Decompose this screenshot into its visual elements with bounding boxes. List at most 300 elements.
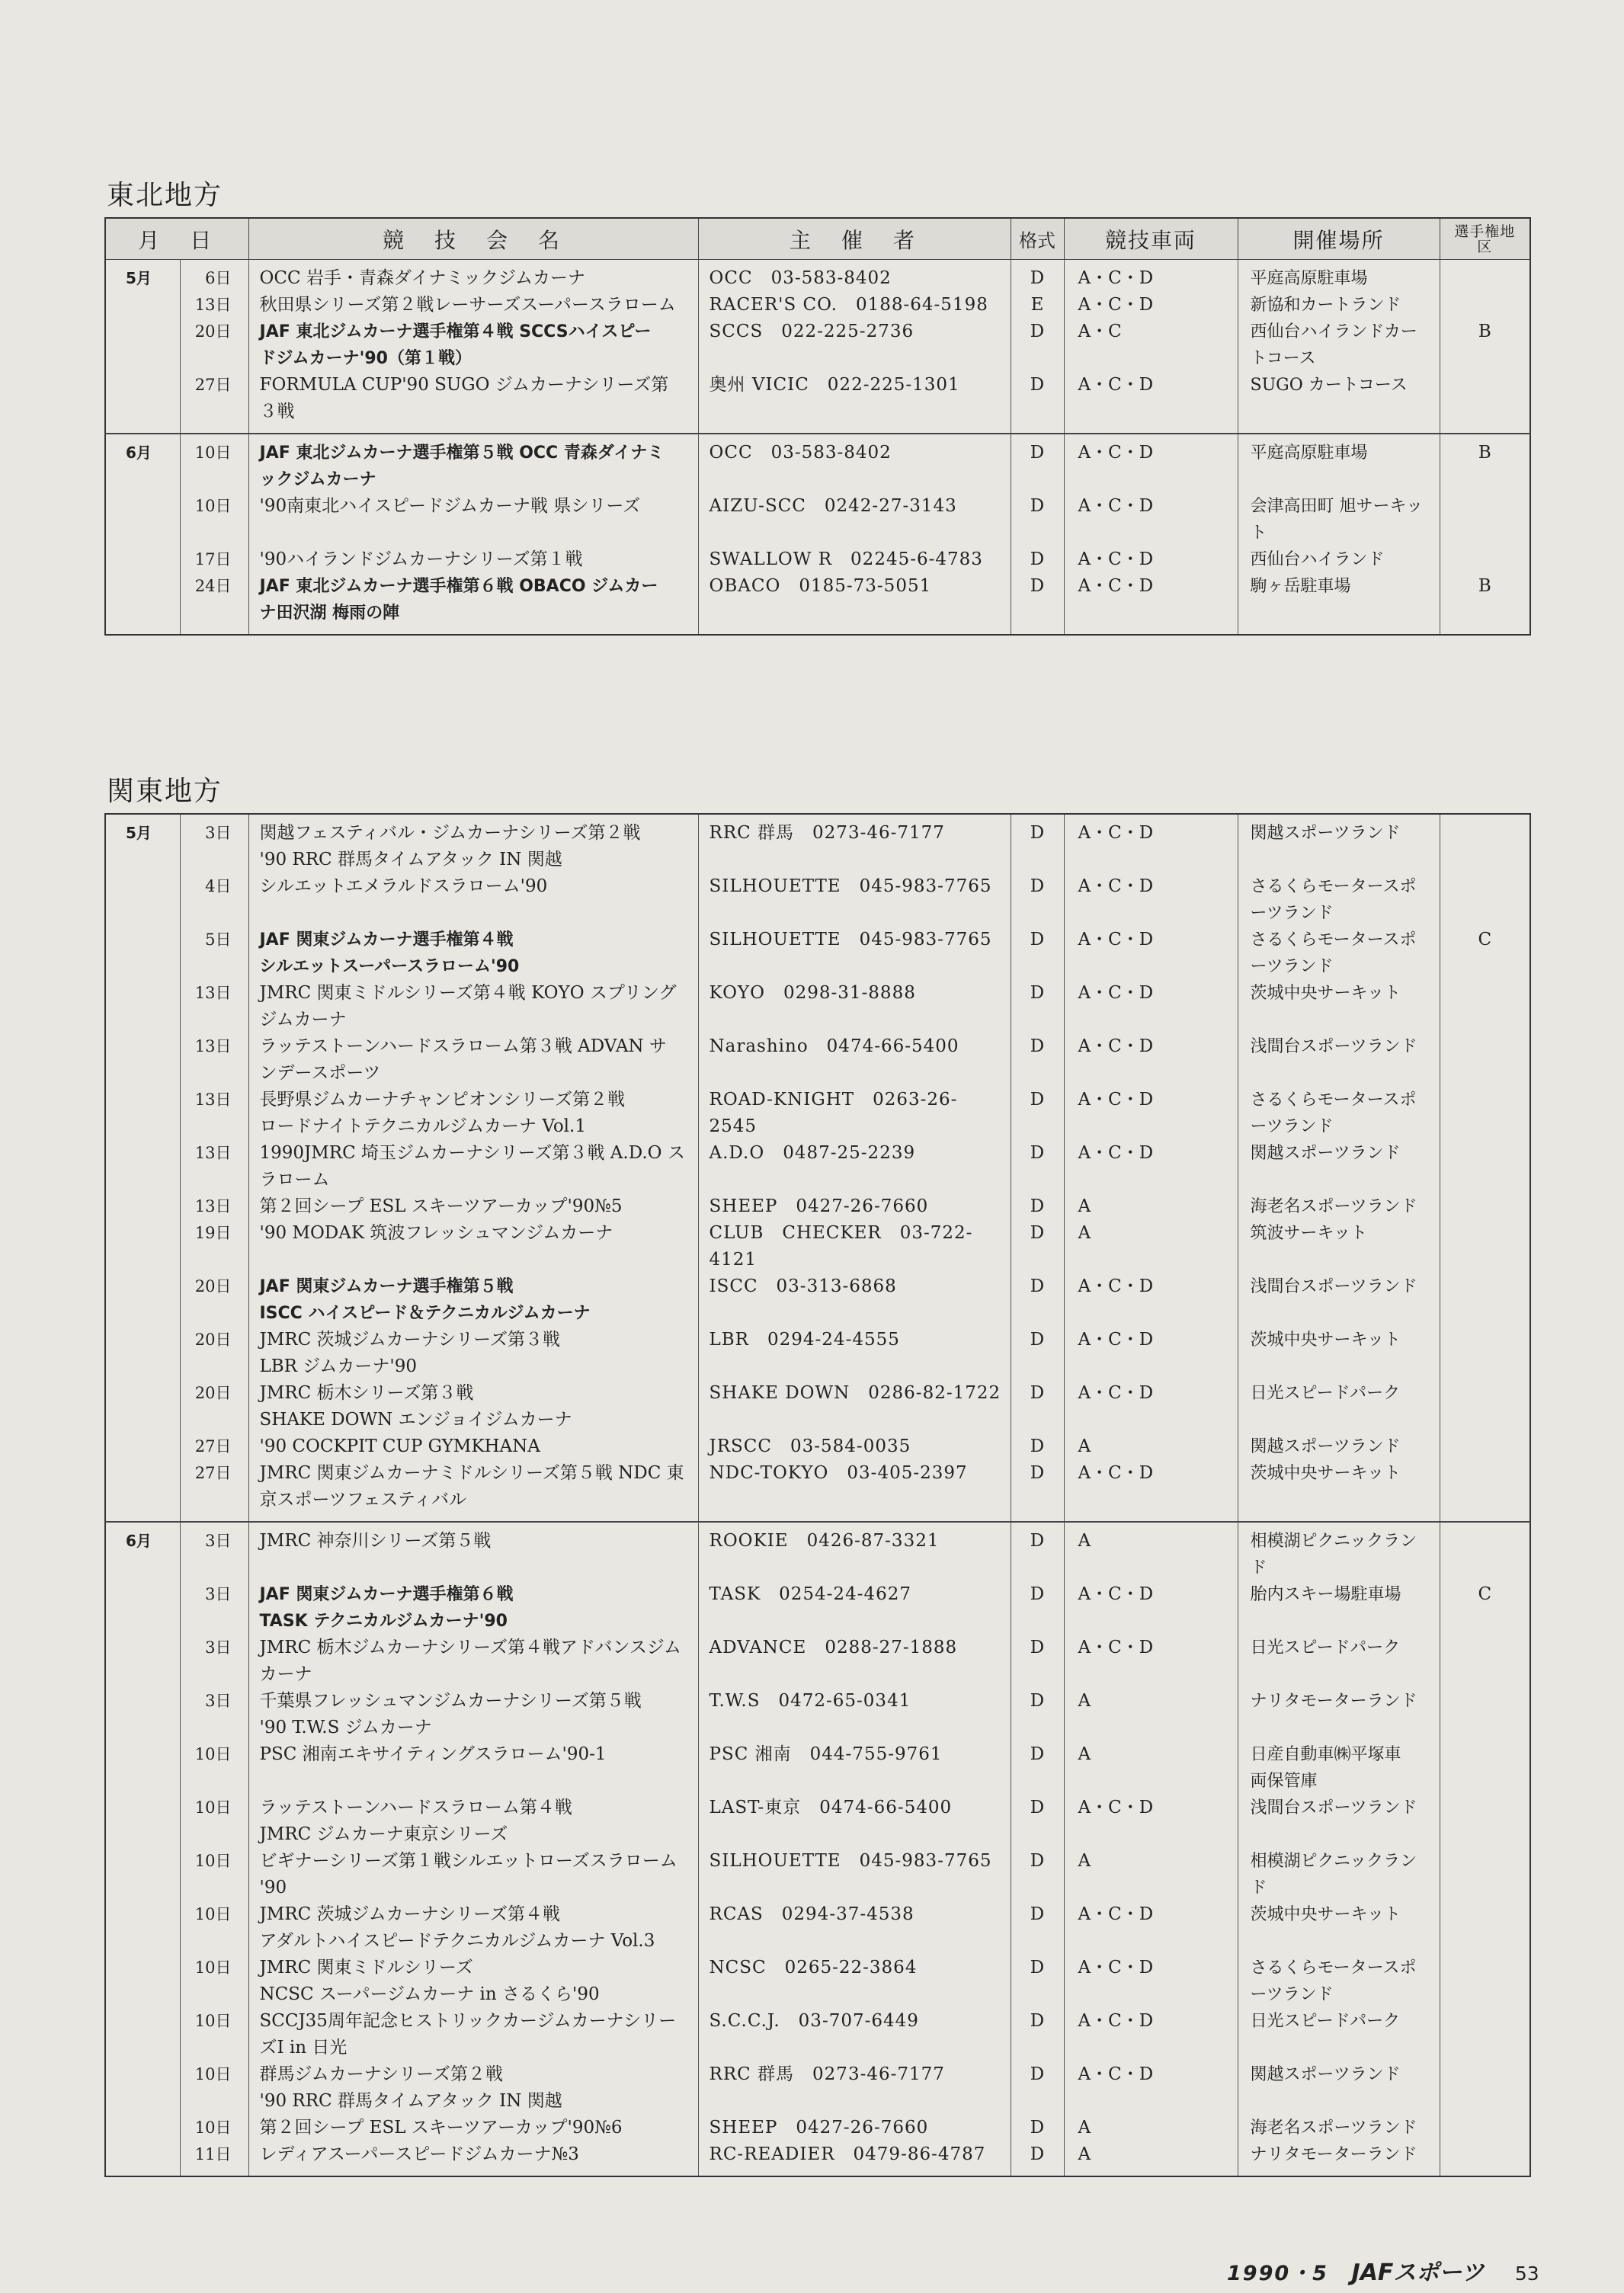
cars-cell (1064, 319, 1238, 372)
organizer-cell (698, 1033, 1011, 1087)
region-cell (1440, 1087, 1530, 1140)
event-name-cell-line: ズⅠ in 日光 (259, 2038, 348, 2058)
event-name-cell-line: JAF 関東ジムカーナ選手権第６戦 (259, 1585, 514, 1604)
organizer-cell-line: T.W.S 0472-65-0341 (709, 1691, 911, 1711)
table-row (105, 1327, 1530, 1380)
day-cell (180, 1433, 248, 1460)
day-cell-text: 27日 (194, 1437, 232, 1456)
day-cell (180, 2008, 248, 2061)
format-cell (1011, 1460, 1064, 1522)
event-name-cell (248, 1433, 698, 1460)
venue-cell-line: 茨城中央サーキット (1250, 1905, 1401, 1924)
organizer-cell-line: SWALLOW R 02245-6-4783 (709, 549, 983, 569)
organizer-cell-line: 4121 (709, 1250, 758, 1270)
organizer-cell-line: ROOKIE 0426-87-3321 (709, 1531, 940, 1551)
table-row (105, 1581, 1530, 1635)
event-name-cell (248, 1327, 698, 1380)
venue-cell-line: 関越スポーツランド (1250, 1437, 1401, 1456)
region-cell-text: B (1478, 576, 1491, 596)
day-cell (180, 2061, 248, 2115)
cars-cell-text: A・C・D (1078, 1638, 1154, 1657)
month-cell (105, 1522, 180, 1581)
cars-cell-text: A (1078, 2144, 1091, 2164)
day-cell-text: 11日 (194, 2145, 232, 2163)
region-cell (1440, 1955, 1530, 2008)
organizer-cell-line: RC-READIER 0479-86-4787 (709, 2144, 986, 2164)
venue-cell (1238, 573, 1440, 635)
cars-cell (1064, 873, 1238, 927)
event-name-cell-line: ラローム (259, 1170, 330, 1190)
day-cell-text: 13日 (194, 296, 232, 314)
table-row (105, 1955, 1530, 2008)
day-cell (180, 980, 248, 1033)
venue-cell-line: 日光スピードパーク (1250, 1638, 1401, 1657)
month-cell (105, 1433, 180, 1460)
organizer-cell-line: SILHOUETTE 045-983-7765 (709, 930, 992, 950)
month-cell (105, 1327, 180, 1380)
venue-cell-line: 茨城中央サーキット (1250, 1331, 1401, 1350)
venue-cell (1238, 814, 1440, 873)
event-name-cell (248, 814, 698, 873)
organizer-cell-line: OBACO 0185-73-5051 (709, 576, 932, 596)
organizer-cell-line: Narashino 0474-66-5400 (709, 1036, 959, 1056)
venue-cell-line: 浅間台スポーツランド (1250, 1277, 1417, 1296)
organizer-cell (698, 1955, 1011, 2008)
event-name-cell-line: '90 RRC 群馬タイムアタック IN 関越 (259, 2091, 562, 2111)
table-row (105, 1741, 1530, 1795)
format-cell-text: E (1030, 295, 1044, 315)
organizer-cell (698, 372, 1011, 434)
cars-cell (1064, 980, 1238, 1033)
table-row (105, 1273, 1530, 1327)
event-name-cell (248, 493, 698, 546)
event-name-cell-line: ３戦 (259, 402, 295, 421)
format-cell (1011, 1635, 1064, 1688)
month-cell (105, 1795, 180, 1848)
month-group (105, 260, 1530, 434)
day-cell-text: 27日 (194, 376, 232, 394)
region-cell (1440, 1741, 1530, 1795)
table-row (105, 260, 1530, 293)
day-cell (180, 1033, 248, 1087)
day-cell (180, 1795, 248, 1848)
event-name-cell-line: 京スポーツフェスティバル (259, 1490, 467, 1510)
format-cell (1011, 2061, 1064, 2115)
day-cell (180, 292, 248, 319)
event-name-cell-line: NCSC スーパージムカーナ in さるくら'90 (259, 1984, 600, 2004)
day-cell-text: 6日 (205, 269, 232, 287)
format-cell-text: D (1030, 1744, 1045, 1764)
cars-cell (1064, 1795, 1238, 1848)
format-cell-text: D (1030, 1798, 1045, 1817)
month-label: 6月 (126, 444, 152, 462)
organizer-cell (698, 927, 1011, 980)
venue-cell-line: 平庭高原駐車場 (1250, 269, 1368, 288)
cars-cell-text: A・C・D (1078, 576, 1154, 596)
event-name-cell-line: カーナ (259, 1664, 312, 1684)
region-cell (1440, 2115, 1530, 2141)
month-cell (105, 2061, 180, 2115)
day-cell-text: 10日 (194, 2012, 232, 2030)
month-cell (105, 372, 180, 434)
cars-cell (1064, 546, 1238, 573)
venue-cell-line: 駒ヶ岳駐車場 (1250, 577, 1351, 596)
day-cell (180, 546, 248, 573)
event-name-cell-line: ラッテストーンハードスラローム第３戦 ADVAN サ (259, 1036, 667, 1056)
event-name-cell-line: 秋田県シリーズ第２戦レーサーズスーパースラローム (259, 295, 676, 315)
format-cell-text: D (1030, 1383, 1045, 1403)
cars-cell (1064, 1273, 1238, 1327)
organizer-cell-line: SHEEP 0427-26-7660 (709, 2118, 929, 2138)
month-cell (105, 434, 180, 493)
venue-cell (1238, 1635, 1440, 1688)
format-cell (1011, 1795, 1064, 1848)
organizer-cell (698, 1193, 1011, 1220)
region-cell-text: B (1478, 443, 1491, 463)
venue-cell (1238, 1327, 1440, 1380)
cars-cell (1064, 1380, 1238, 1433)
cars-cell-text: A (1078, 2118, 1091, 2138)
event-name-cell-line: ビギナーシリーズ第１戦シルエットローズスラローム (259, 1851, 677, 1871)
event-name-cell-line: 群馬ジムカーナシリーズ第２戦 (259, 2064, 503, 2084)
venue-cell-line: 日産自動車㈱平塚車 (1250, 1745, 1401, 1764)
event-name-cell-line: ロードナイトテクニカルジムカーナ Vol.1 (259, 1116, 586, 1136)
cars-cell-text: A・C・D (1078, 1330, 1154, 1350)
organizer-cell (698, 814, 1011, 873)
region-cell (1440, 1433, 1530, 1460)
cars-cell (1064, 2061, 1238, 2115)
event-name-cell-line: JAF 関東ジムカーナ選手権第４戦 (259, 930, 514, 950)
region-cell (1440, 2061, 1530, 2115)
event-name-cell-line: PSC 湘南エキサイティングスラローム'90-1 (259, 1744, 607, 1764)
format-cell (1011, 546, 1064, 573)
venue-cell (1238, 2115, 1440, 2141)
region-cell (1440, 927, 1530, 980)
table-row (105, 2141, 1530, 2176)
day-cell-text: 10日 (194, 1905, 232, 1923)
format-cell (1011, 927, 1064, 980)
month-cell (105, 927, 180, 980)
organizer-cell (698, 1688, 1011, 1741)
region-cell-text: C (1478, 930, 1492, 950)
venue-cell-line: ド (1250, 1558, 1267, 1577)
organizer-cell-line: SHAKE DOWN 0286-82-1722 (709, 1383, 1001, 1403)
venue-cell-line: 茨城中央サーキット (1250, 1464, 1401, 1483)
event-name-cell (248, 1087, 698, 1140)
day-cell-text: 3日 (205, 824, 232, 842)
format-cell-text: D (1030, 983, 1045, 1003)
section-title-tohoku: 東北地方 (107, 180, 223, 211)
event-name-cell-line: 1990JMRC 埼玉ジムカーナシリーズ第３戦 A.D.O ス (259, 1143, 685, 1163)
event-name-cell-line: 第２回シープ ESL スキーツアーカップ'90№6 (259, 2118, 623, 2138)
format-cell-text: D (1030, 322, 1045, 341)
venue-cell-line: さるくらモータースポ (1250, 930, 1417, 950)
event-name-cell (248, 573, 698, 635)
day-cell (180, 1901, 248, 1955)
table-row (105, 493, 1530, 546)
event-name-cell (248, 2061, 698, 2115)
event-name-cell-line: 千葉県フレッシュマンジムカーナシリーズ第５戦 (259, 1691, 642, 1711)
venue-cell (1238, 1795, 1440, 1848)
cars-cell (1064, 1955, 1238, 2008)
region-cell (1440, 980, 1530, 1033)
region-cell (1440, 493, 1530, 546)
venue-cell (1238, 1220, 1440, 1273)
header-format: 格式 (1011, 218, 1064, 260)
event-name-cell-line: OCC 岩手・青森ダイナミックジムカーナ (259, 268, 586, 288)
event-name-cell-line: シルエットスーパースラローム'90 (259, 957, 520, 976)
header-date: 月 日 (105, 218, 248, 260)
footer-magazine: JAFスポーツ (1351, 2259, 1485, 2286)
month-cell (105, 1581, 180, 1635)
region-cell (1440, 1522, 1530, 1581)
format-cell (1011, 1901, 1064, 1955)
venue-cell-line: 会津高田町 旭サーキッ (1250, 497, 1424, 516)
organizer-cell (698, 1327, 1011, 1380)
table-row (105, 1635, 1530, 1688)
organizer-cell (698, 493, 1011, 546)
day-cell (180, 1635, 248, 1688)
format-cell-text: D (1030, 1463, 1045, 1483)
format-cell-text: D (1030, 876, 1045, 896)
event-name-cell-line: '90南東北ハイスピードジムカーナ戦 県シリーズ (259, 496, 641, 516)
day-cell-text: 13日 (194, 1144, 232, 1162)
day-cell (180, 1955, 248, 2008)
venue-cell-line: 関越スポーツランド (1250, 824, 1401, 843)
event-name-cell (248, 1795, 698, 1848)
organizer-cell-line: AIZU-SCC 0242-27-3143 (709, 496, 957, 516)
cars-cell (1064, 1087, 1238, 1140)
organizer-cell (698, 1848, 1011, 1901)
venue-cell (1238, 2141, 1440, 2176)
event-name-cell-line: JMRC 関東ジムカーナミドルシリーズ第５戦 NDC 東 (259, 1463, 684, 1483)
header-region (1440, 218, 1530, 260)
cars-cell-text: A・C・D (1078, 549, 1154, 569)
table-row (105, 2008, 1530, 2061)
format-cell (1011, 1688, 1064, 1741)
day-cell (180, 927, 248, 980)
month-cell (105, 1460, 180, 1522)
day-cell-text: 24日 (194, 577, 232, 595)
month-cell (105, 1635, 180, 1688)
venue-cell-line: ナリタモーターランド (1250, 1692, 1417, 1711)
format-cell-text: D (1030, 549, 1045, 569)
event-name-cell-line: '90 RRC 群馬タイムアタック IN 関越 (259, 850, 562, 869)
organizer-cell-line: RRC 群馬 0273-46-7177 (709, 823, 945, 843)
format-cell (1011, 1327, 1064, 1380)
organizer-cell (698, 1741, 1011, 1795)
event-name-cell-line: SCCJ35周年記念ヒストリックカージムカーナシリー (259, 2011, 677, 2031)
format-cell-text: D (1030, 1223, 1045, 1243)
event-name-cell (248, 1688, 698, 1741)
day-cell (180, 1193, 248, 1220)
cars-cell-text: A・C・D (1078, 876, 1154, 896)
venue-cell-line: 日光スピードパーク (1250, 2012, 1401, 2031)
day-cell (180, 493, 248, 546)
cars-cell-text: A (1078, 1531, 1091, 1551)
venue-cell-line: ド (1250, 1878, 1267, 1897)
event-name-cell (248, 292, 698, 319)
month-cell (105, 873, 180, 927)
event-name-cell (248, 1955, 698, 2008)
cars-cell-text: A・C・D (1078, 1798, 1154, 1817)
month-cell (105, 1220, 180, 1273)
region-cell (1440, 1635, 1530, 1688)
venue-cell (1238, 1688, 1440, 1741)
event-name-cell (248, 434, 698, 493)
day-cell (180, 1140, 248, 1193)
event-name-cell (248, 1380, 698, 1433)
cars-cell-text: A・C・D (1078, 268, 1154, 288)
cars-cell-text: A (1078, 1223, 1091, 1243)
format-cell-text: D (1030, 1958, 1045, 1978)
day-cell (180, 1688, 248, 1741)
day-cell-text: 10日 (194, 2065, 232, 2083)
day-cell-text: 13日 (194, 1090, 232, 1109)
cars-cell-text: A・C・D (1078, 295, 1154, 315)
cars-cell (1064, 1522, 1238, 1581)
organizer-cell (698, 1581, 1011, 1635)
day-cell-text: 20日 (194, 1384, 232, 1402)
cars-cell (1064, 1033, 1238, 1087)
region-cell (1440, 1327, 1530, 1380)
day-cell-text: 19日 (194, 1224, 232, 1242)
organizer-cell (698, 1795, 1011, 1848)
table-row (105, 1848, 1530, 1901)
venue-cell (1238, 1848, 1440, 1901)
day-cell (180, 2141, 248, 2176)
format-cell-text: D (1030, 2011, 1045, 2031)
organizer-cell-line: RACER'S CO. 0188-64-5198 (709, 295, 988, 315)
cars-cell-text: A (1078, 1851, 1091, 1871)
region-cell (1440, 1460, 1530, 1522)
table-row (105, 1433, 1530, 1460)
cars-cell-text: A・C・D (1078, 1463, 1154, 1483)
month-cell (105, 1087, 180, 1140)
month-cell (105, 292, 180, 319)
region-cell (1440, 546, 1530, 573)
organizer-cell-line: ROAD-KNIGHT 0263-26- (709, 1090, 958, 1110)
venue-cell-line: 新協和カートランド (1250, 296, 1401, 315)
organizer-cell (698, 1635, 1011, 1688)
cars-cell-text: A・C・D (1078, 1090, 1154, 1110)
venue-cell (1238, 372, 1440, 434)
format-cell (1011, 1433, 1064, 1460)
event-name-cell-line: JMRC 茨城ジムカーナシリーズ第４戦 (259, 1904, 560, 1924)
organizer-cell (698, 980, 1011, 1033)
event-name-cell-line: JAF 東北ジムカーナ選手権第６戦 OBACO ジムカー (259, 577, 658, 596)
cars-cell (1064, 1741, 1238, 1795)
month-cell (105, 546, 180, 573)
day-cell-text: 4日 (205, 877, 232, 895)
day-cell (180, 372, 248, 434)
event-name-cell (248, 2141, 698, 2176)
region-cell (1440, 1688, 1530, 1741)
event-name-cell (248, 980, 698, 1033)
cars-cell (1064, 1635, 1238, 1688)
format-cell-text: D (1030, 1436, 1045, 1456)
cars-cell (1064, 1220, 1238, 1273)
format-cell (1011, 980, 1064, 1033)
event-name-cell-line: JAF 関東ジムカーナ選手権第５戦 (259, 1277, 514, 1296)
venue-cell (1238, 1193, 1440, 1220)
event-name-cell-line: '90 (259, 1878, 287, 1897)
month-cell (105, 1033, 180, 1087)
cars-cell-text: A・C・D (1078, 443, 1154, 463)
format-cell (1011, 573, 1064, 635)
event-name-cell (248, 1901, 698, 1955)
format-cell (1011, 1087, 1064, 1140)
format-cell (1011, 2115, 1064, 2141)
table-row (105, 873, 1530, 927)
event-name-cell-line: シルエットエメラルドスラローム'90 (259, 876, 548, 896)
day-cell-text: 13日 (194, 1037, 232, 1055)
venue-cell-line: 相模湖ピクニックラン (1250, 1852, 1417, 1871)
region-cell (1440, 434, 1530, 493)
cars-cell (1064, 1848, 1238, 1901)
event-name-cell (248, 1140, 698, 1193)
venue-cell-line: さるくらモータースポ (1250, 1090, 1417, 1110)
month-cell (105, 1140, 180, 1193)
venue-cell-line: 西仙台ハイランドカー (1250, 322, 1417, 341)
organizer-cell-line: ISCC 03-313-6868 (709, 1276, 897, 1296)
region-cell (1440, 573, 1530, 635)
table-row (105, 1220, 1530, 1273)
day-cell (180, 1273, 248, 1327)
cars-cell (1064, 434, 1238, 493)
organizer-cell-line: SCCS 022-225-2736 (709, 322, 915, 341)
event-name-cell-line: ISCC ハイスピード＆テクニカルジムカーナ (259, 1304, 591, 1323)
format-cell (1011, 1273, 1064, 1327)
table-row (105, 546, 1530, 573)
venue-cell (1238, 1522, 1440, 1581)
format-cell-text: D (1030, 375, 1045, 395)
month-cell (105, 1741, 180, 1795)
cars-cell-text: A・C・D (1078, 1904, 1154, 1924)
venue-cell-line: 平庭高原駐車場 (1250, 444, 1368, 463)
month-cell (105, 1380, 180, 1433)
organizer-cell (698, 1522, 1011, 1581)
event-name-cell (248, 1273, 698, 1327)
venue-cell (1238, 1741, 1440, 1795)
organizer-cell (698, 1220, 1011, 1273)
venue-cell (1238, 1380, 1440, 1433)
day-cell (180, 1522, 248, 1581)
format-cell-text: D (1030, 2064, 1045, 2084)
table-row (105, 1087, 1530, 1140)
cars-cell-text: A (1078, 1691, 1091, 1711)
table-row (105, 2061, 1530, 2115)
event-name-cell-line: ドジムカーナ'90（第１戦） (259, 349, 472, 368)
cars-cell (1064, 292, 1238, 319)
cars-cell (1064, 1460, 1238, 1522)
day-cell-text: 27日 (194, 1464, 232, 1482)
organizer-cell (698, 260, 1011, 293)
venue-cell (1238, 927, 1440, 980)
month-cell (105, 1955, 180, 2008)
organizer-cell-line: PSC 湘南 044-755-9761 (709, 1744, 943, 1764)
organizer-cell (698, 546, 1011, 573)
organizer-cell (698, 2115, 1011, 2141)
format-cell-text: D (1030, 1691, 1045, 1711)
day-cell-text: 20日 (194, 1277, 232, 1295)
venue-cell (1238, 2061, 1440, 2115)
day-cell (180, 1581, 248, 1635)
organizer-cell (698, 319, 1011, 372)
organizer-cell-line: NCSC 0265-22-3864 (709, 1958, 918, 1978)
cars-cell-text: A・C・D (1078, 1036, 1154, 1056)
format-cell-text: D (1030, 1851, 1045, 1871)
